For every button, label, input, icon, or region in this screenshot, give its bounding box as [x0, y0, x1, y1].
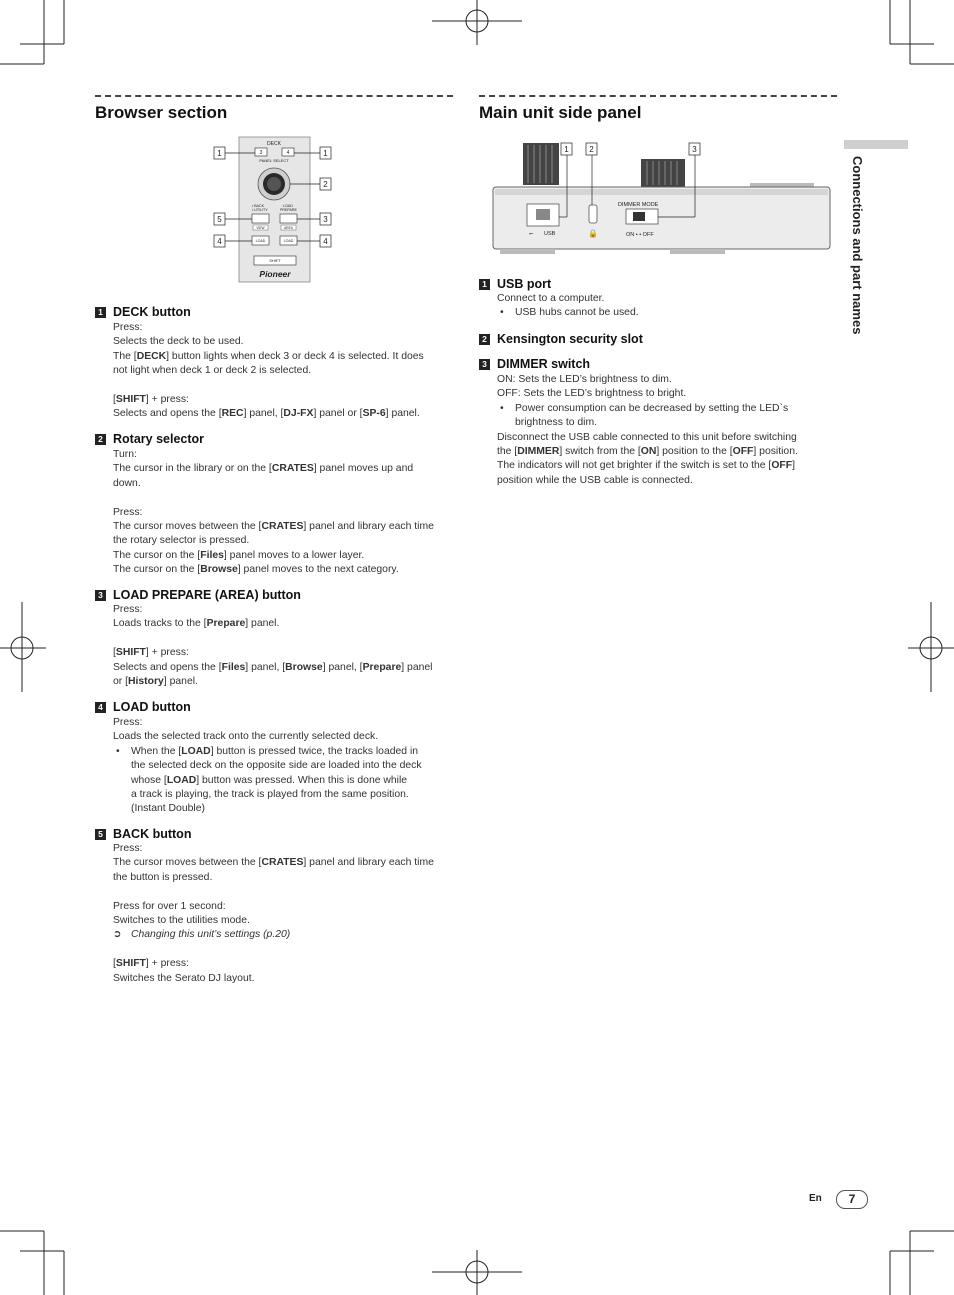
- svg-text:1: 1: [217, 149, 222, 158]
- browser-section-figure: [210, 132, 338, 287]
- item-usb-port-heading: 1 USB port: [479, 277, 551, 291]
- item-rotary-selector-heading: 2 Rotary selector: [95, 432, 204, 446]
- item-dimmer-switch-text: ON: Sets the LED’s brightness to dim. OFF: Sets the LED’s brightness to bright. • Power consumption can be decreased by setting the LED`s brightness to dim. Disconnect the USB cable connected to this unit before switching the [DIMMER] switch from the [ON] position to the [OFF] position. The indicators will not get brighter if the switch is set to the [OFF] position while the USB cable is connected.: [497, 373, 798, 488]
- svg-text:3: 3: [692, 145, 697, 154]
- svg-text:VIEW: VIEW: [256, 226, 265, 230]
- item-load-button-heading: 4 LOAD button: [95, 700, 191, 714]
- item-load-prepare-text: Press: Loads tracks to the [Prepare] panel. [SHIFT] + press: Selects and opens the [Files] panel, [Browse] panel, [Prepare] panel or [History] panel.: [113, 604, 433, 688]
- item-back-button-heading: 5 BACK button: [95, 827, 191, 841]
- item-load-prepare-heading: 3 LOAD PREPARE (AREA) button: [95, 588, 301, 602]
- item-deck-button-heading: 1 DECK button: [95, 305, 191, 319]
- main-panel-section-title: Main unit side panel: [479, 103, 642, 122]
- svg-text:2: 2: [589, 145, 594, 154]
- svg-text:USB: USB: [544, 231, 556, 237]
- item-dimmer-switch-heading: 3 DIMMER switch: [479, 357, 590, 371]
- section-divider: [479, 95, 837, 97]
- item-usb-port-text: Connect to a computer. • USB hubs cannot be used.: [497, 292, 639, 321]
- svg-text:• UTILITY: • UTILITY: [252, 208, 268, 212]
- item-rotary-selector-text: Turn: The cursor in the library or on the [CRATES] panel moves up and down. Press: The cursor moves between the [CRATES] panel and library each time the rotary selector is pressed. The cursor on the [Files] panel moves to a lower layer. The cursor on the [Browse] panel moves to the next category.: [113, 449, 434, 576]
- svg-text:2: 2: [323, 180, 328, 189]
- kensington-slot: [589, 205, 597, 223]
- svg-text:PANEL SELECT: PANEL SELECT: [259, 158, 289, 163]
- svg-text:1: 1: [323, 149, 328, 158]
- back-button-shape: [252, 214, 269, 223]
- svg-text:1: 1: [564, 145, 569, 154]
- svg-text:AREA: AREA: [284, 226, 293, 230]
- svg-text:4: 4: [323, 237, 328, 246]
- fig-deck-label: DECK: [267, 141, 281, 147]
- item-kensington-heading: 2 Kensington security slot: [479, 332, 643, 346]
- usb-icon: ⭠: [529, 231, 534, 237]
- item-deck-button-text: Press: Selects the deck to be used. The [DECK] button lights when deck 3 or deck 4 is selected. It does not light when deck 1 or deck 2 is selected. [SHIFT] + press: Selects and opens the [REC] panel, [DJ-FX] panel or [SP-6] panel.: [113, 322, 424, 420]
- side-tab-label: Connections and part names: [850, 156, 865, 335]
- main-panel-figure: [480, 137, 832, 259]
- svg-text:4: 4: [217, 237, 222, 246]
- pioneer-logo: Pioneer: [259, 269, 291, 279]
- svg-text:LOAD: LOAD: [255, 239, 266, 243]
- svg-text:4: 4: [286, 150, 290, 156]
- language-label: En: [809, 1193, 822, 1204]
- cross-reference-link[interactable]: ➲ Changing this unit’s settings (p.20): [113, 928, 434, 942]
- lock-icon: 🔒: [588, 229, 598, 238]
- svg-text:ON • • OFF: ON • • OFF: [626, 232, 654, 238]
- knob-right: [641, 159, 685, 187]
- svg-text:3: 3: [323, 215, 328, 224]
- page-number: 7: [836, 1190, 868, 1209]
- svg-text:SHIFT: SHIFT: [269, 258, 281, 263]
- item-back-button-text: Press: The cursor moves between the [CRATES] panel and library each time the button is pressed. Press for over 1 second: Switches to the utilities mode. ➲ Changing this unit’s settings (p.20) [SHIFT] + press: Switches the Serato DJ layout.: [113, 842, 434, 986]
- side-tab-bar: [844, 140, 908, 149]
- item-load-button-text: Press: Loads the selected track onto the currently selected deck. • When the [LOAD] button is pressed twice, the tracks loaded in the selected deck on the opposite side are loaded into the deck whose [LOAD] button was pressed. When this is done while a track is playing, the track is played from the same position. (Instant Double): [113, 716, 422, 817]
- section-divider: [95, 95, 453, 97]
- svg-text:PREPARE: PREPARE: [280, 208, 297, 212]
- svg-text:LOAD: LOAD: [283, 239, 294, 243]
- svg-text:• BACK: • BACK: [252, 204, 265, 208]
- load-prepare-button-shape: [280, 214, 297, 223]
- svg-text:LOAD: LOAD: [283, 204, 293, 208]
- browser-section-title: Browser section: [95, 103, 228, 122]
- svg-text:5: 5: [217, 215, 222, 224]
- svg-text:3: 3: [259, 150, 263, 156]
- svg-text:DIMMER MODE: DIMMER MODE: [618, 202, 659, 208]
